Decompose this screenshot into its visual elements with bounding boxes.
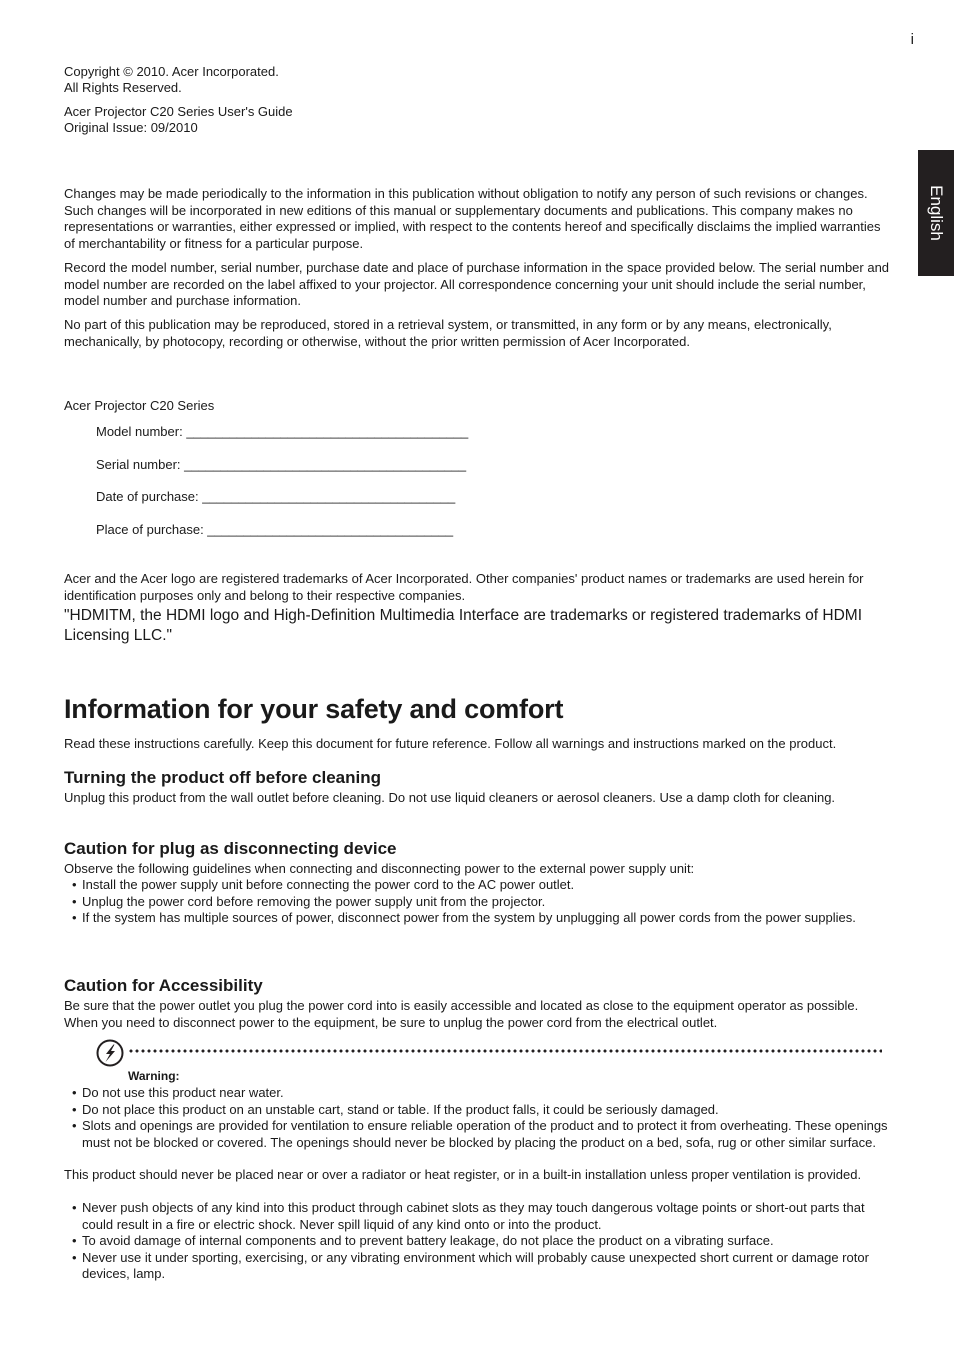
cleaning-text: Unplug this product from the wall outlet before cleaning. Do not use liquid cleaners or aerosol cleaners. Use a damp cloth for cleaning. — [64, 790, 836, 805]
safety-title: Information for your safety and comfort — [64, 694, 564, 724]
plug-guidelines-list — [72, 877, 892, 927]
hdmi-trademark-notice: "HDMITM, the HDMI logo and High-Definition Multimedia Interface are trademarks or registered trademarks of HDMI Licensing LLC." — [64, 607, 863, 644]
warning-icon — [96, 1039, 124, 1067]
plug-text: Observe the following guidelines when connecting and disconnecting power to the external power supply unit: — [64, 861, 695, 876]
notice-record: Record the model number, serial number, purchase date and place of purchase information in the space provided below. The serial number and model number are recorded on the label affixed to your projector. All correspondence concerning your unit should include the serial number, model number and purchase information. — [64, 260, 890, 308]
warning-list-primary — [72, 1085, 892, 1151]
list-item: • Never use it under sporting, exercising, or any vibrating environment which will probably cause unexpected short current or damage rotor devices, lamp. — [72, 1250, 892, 1283]
notice-changes: Changes may be made periodically to the information in this publication without obligation to notify any person of such revisions or changes. Such changes will be incorporated in new editions of this manual or supplementary documents and publications. This company makes no representations or warranties, either expressed or implied, with respect to the contents hereof and specifically disclaims the implied warranties of merchantability or fitness for a particular purpose. — [64, 186, 881, 251]
language-tab — [918, 150, 954, 276]
serial-number-field: Serial number: _______________________________________ — [96, 457, 467, 472]
list-item: • Unplug the power cord before removing the power supply unit from the projector. — [72, 894, 892, 911]
cleaning-heading: Turning the product off before cleaning — [64, 768, 382, 787]
form-series-title: Acer Projector C20 Series — [64, 398, 215, 413]
warning-list-secondary — [72, 1200, 892, 1283]
issue-date: Original Issue: 09/2010 — [64, 120, 198, 135]
list-item: • To avoid damage of internal components and to prevent battery leakage, do not place the product on a vibrating surface. — [72, 1233, 892, 1250]
model-number-field: Model number: _______________________________________ — [96, 424, 469, 439]
safety-intro: Read these instructions carefully. Keep this document for future reference. Follow all warnings and instructions marked on the product. — [64, 736, 837, 751]
purchase-place-field: Place of purchase: __________________________________ — [96, 522, 454, 537]
purchase-date-field: Date of purchase: ___________________________________ — [96, 489, 456, 504]
warning-label: Warning: — [128, 1069, 180, 1083]
list-item: • Do not place this product on an unstable cart, stand or table. If the product falls, it could be seriously damaged. — [72, 1102, 892, 1119]
page-number: i — [910, 31, 914, 48]
list-item: • Install the power supply unit before connecting the power cord to the AC power outlet. — [72, 877, 892, 894]
accessibility-text: Be sure that the power outlet you plug the power cord into is easily accessible and located as close to the equipment operator as possible. When you need to disconnect power to the equipment, be sure to unplug the power cord from the electrical outlet. — [64, 998, 859, 1030]
language-tab-label: English — [927, 185, 946, 241]
plug-heading: Caution for plug as disconnecting device — [64, 839, 397, 858]
warning-divider — [128, 1049, 882, 1053]
list-item: • If the system has multiple sources of power, disconnect power from the system by unplugging all power cords from the power supplies. — [72, 910, 892, 927]
guide-title: Acer Projector C20 Series User's Guide — [64, 104, 293, 119]
accessibility-heading: Caution for Accessibility — [64, 976, 263, 995]
copyright-line: Copyright © 2010. Acer Incorporated. — [64, 64, 279, 79]
notice-reproduction: No part of this publication may be reproduced, stored in a retrieval system, or transmitted, in any form or by any means, electronically, mechanically, by photocopy, recording or otherwise, without the prior written permission of Acer Incorporated. — [64, 317, 832, 349]
list-item: • Do not use this product near water. — [72, 1085, 892, 1102]
list-item: • Slots and openings are provided for ventilation to ensure reliable operation of the product and to protect it from overheating. These openings must not be blocked or covered. The openings should never be blocked by placing the product on a bed, sofa, rug or other similar surface. — [72, 1118, 892, 1151]
guide-info — [64, 104, 293, 136]
ventilation-note: This product should never be placed near or over a radiator or heat register, or in a built-in installation unless proper ventilation is provided. — [64, 1167, 862, 1182]
trademark-notice: Acer and the Acer logo are registered trademarks of Acer Incorporated. Other companies' product names or trademarks are used herein for identification purposes only and belong to their respective companies. — [64, 571, 864, 603]
rights-line: All Rights Reserved. — [64, 80, 182, 95]
copyright-block — [64, 64, 279, 96]
list-item: • Never push objects of any kind into this product through cabinet slots as they may touch dangerous voltage points or short-out parts that could result in a fire or electric shock. Never spill liquid of any kind onto or into the product. — [72, 1200, 892, 1233]
